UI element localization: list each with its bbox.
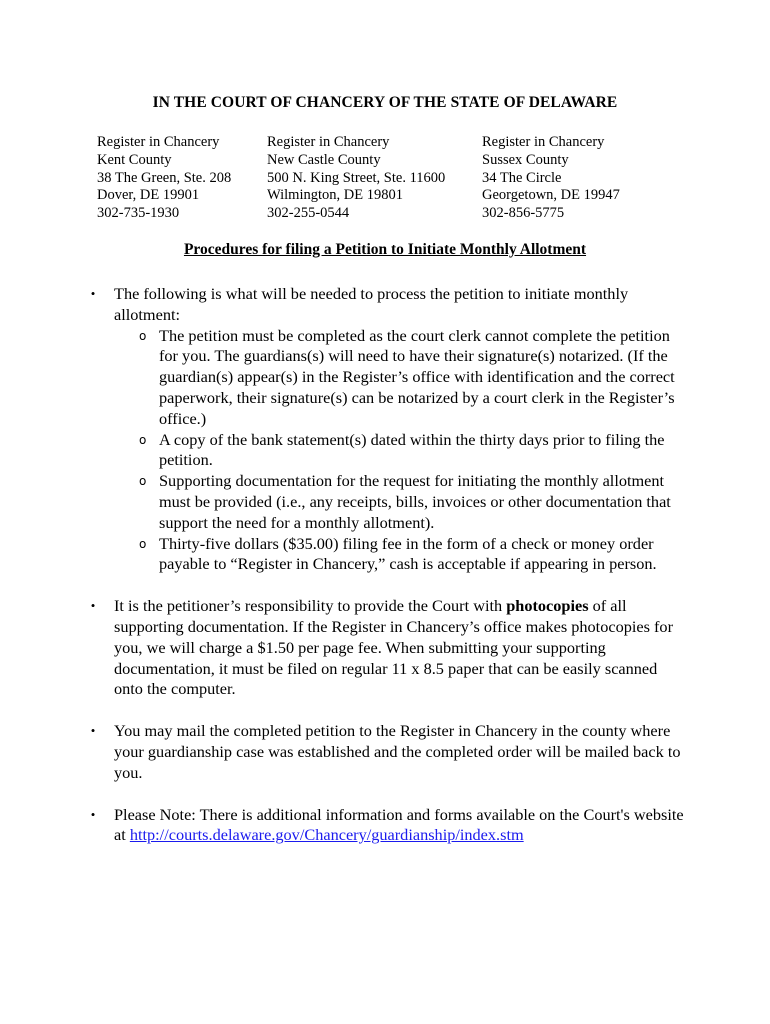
sub-bullet-marker: o: [139, 328, 147, 343]
sub-bullet-marker: o: [139, 536, 147, 551]
office-city: Wilmington, DE 19801: [267, 187, 403, 204]
office-county: Sussex County: [482, 151, 569, 168]
procedures-heading: Procedures for filing a Petition to Initiate Monthly Allotment: [183, 241, 587, 258]
office-name: Register in Chancery: [267, 134, 390, 150]
requirements-list: [114, 326, 688, 576]
bullet-text-before: It is the petitioner’s responsibility to provide the Court with: [114, 596, 507, 616]
list-item: [114, 534, 688, 576]
bullet-photocopies: [88, 596, 688, 700]
procedures-body: [88, 284, 688, 846]
office-county: Kent County: [97, 151, 172, 168]
office-new-castle-county: [267, 134, 445, 223]
office-kent-county: [97, 134, 231, 223]
bullet-text: Please Note: There is additional information and forms available on the Court's website at: [114, 804, 684, 845]
office-phone: 302-735-1930: [97, 205, 180, 222]
list-item: [114, 430, 688, 472]
bullet-text-bold: photocopies: [506, 596, 589, 616]
office-sussex-county: [482, 134, 620, 223]
office-city: Georgetown, DE 19947: [482, 187, 620, 204]
office-name: Register in Chancery: [482, 134, 605, 150]
office-city: Dover, DE 19901: [97, 187, 200, 204]
bullet-website-note: [88, 805, 688, 847]
sub-bullet-marker: o: [139, 432, 147, 447]
office-street: 38 The Green, Ste. 208: [97, 169, 232, 186]
bullet-marker: •: [90, 723, 96, 739]
office-street: 500 N. King Street, Ste. 11600: [267, 169, 446, 186]
office-phone: 302-255-0544: [267, 205, 350, 222]
list-item: [114, 326, 688, 430]
list-item-text: Thirty-five dollars ($35.00) filing fee in the form of a check or money order payable to “Register in Chancery,” cash is acceptable if appearing in person.: [159, 533, 657, 574]
bullet-marker: •: [90, 598, 96, 614]
list-item-text: A copy of the bank statement(s) dated within the thirty days prior to filing the petition.: [159, 429, 665, 470]
office-phone: 302-856-5775: [482, 205, 565, 222]
bullet-marker: •: [90, 806, 96, 822]
office-street: 34 The Circle: [482, 169, 562, 186]
office-county: New Castle County: [267, 151, 381, 168]
list-item: [114, 471, 688, 533]
court-title: IN THE COURT OF CHANCERY OF THE STATE OF DELAWARE: [152, 94, 618, 111]
spacer: [88, 784, 688, 805]
list-item-text: The petition must be completed as the court clerk cannot complete the petition for you. The guardians(s) will need to have their signature(s) notarized. (If the guardian(s) appear(s) in the Register’s office with identification and the correct paperwork, their signature(s) can be notarized by a court clerk in the Register’s office.): [159, 325, 675, 428]
bullet-text: You may mail the completed petition to the Register in Chancery in the county where your guardianship case was established and the completed order will be mailed back to you.: [114, 721, 681, 782]
list-item-text: Supporting documentation for the request for initiating the monthly allotment must be provided (i.e., any receipts, bills, invoices or other documentation that support the need for a monthly allotment).: [159, 471, 671, 532]
office-name: Register in Chancery: [97, 134, 220, 150]
bullet-text: The following is what will be needed to process the petition to initiate monthly allotment:: [114, 284, 629, 324]
bullet-marker: •: [90, 286, 96, 301]
spacer: [88, 575, 688, 596]
sub-bullet-marker: o: [139, 474, 147, 489]
court-website-link[interactable]: http://courts.delaware.gov/Chancery/guardianship/index.stm: [129, 825, 524, 845]
bullet-requirements: [88, 284, 688, 575]
spacer: [88, 700, 688, 721]
bullet-text-after: of all supporting documentation. If the Register in Chancery’s office makes photocopies for you, we will charge a $1.50 per page fee. When submitting your supporting documentation, it must be filed on regular 11 x 8.5 paper that can be easily scanned onto the computer.: [114, 596, 673, 699]
bullet-mailing: [88, 721, 688, 783]
